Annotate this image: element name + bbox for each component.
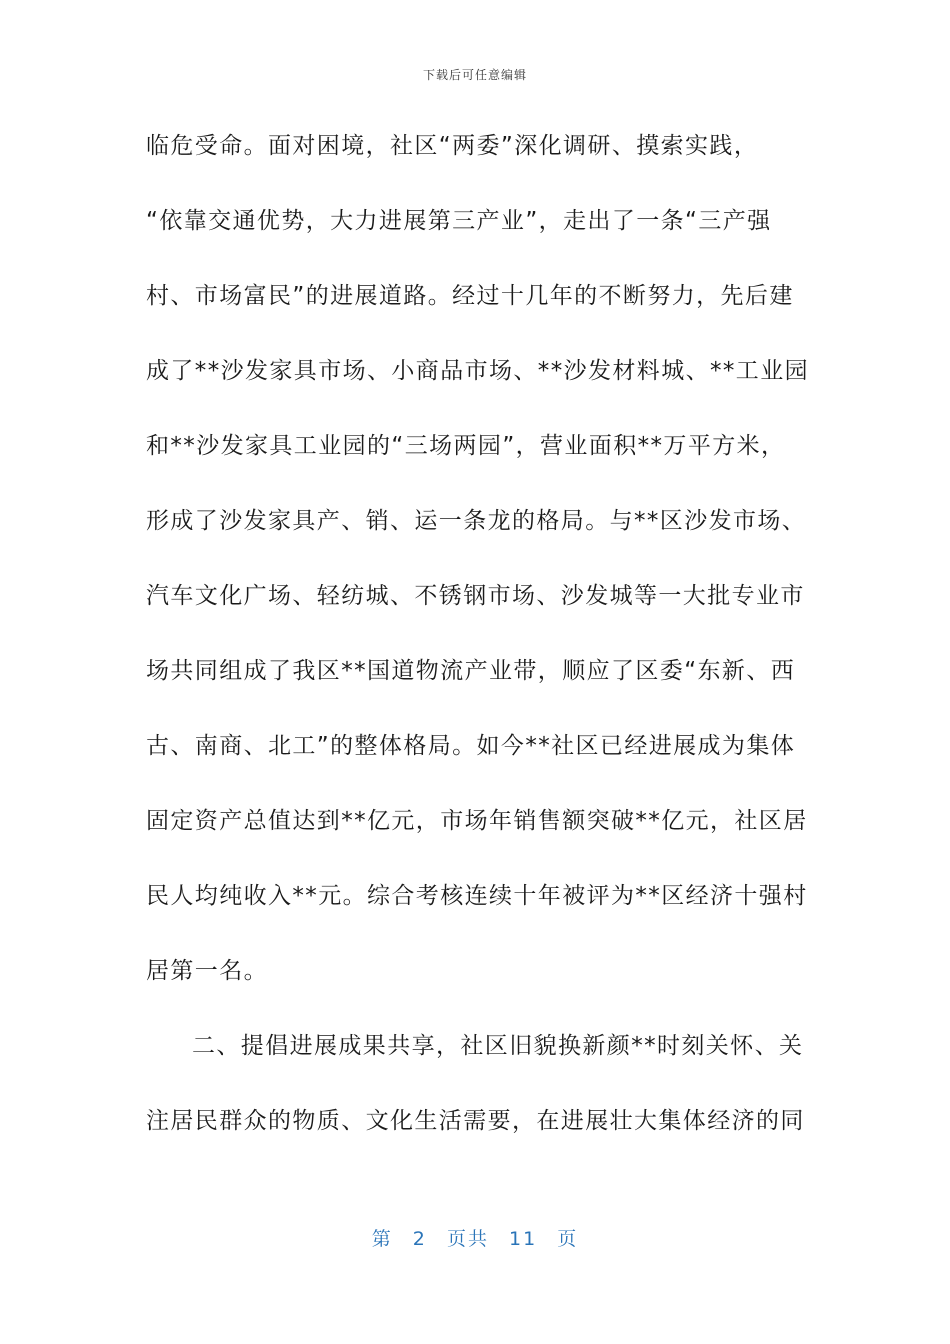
text-line: 和**沙发家具工业园的“三场两园”，营业面积**万平方米，	[146, 433, 786, 459]
footer-suffix: 页	[557, 1228, 579, 1250]
text-line: 汽车文化广场、轻纺城、不锈钢市场、沙发城等一大批专业市	[146, 583, 805, 609]
text-line: 成了**沙发家具市场、小商品市场、**沙发材料城、**工业园	[146, 358, 809, 384]
section-heading-line: 二、提倡进展成果共享，社区旧貌换新颜**时刻关怀、关	[192, 1033, 804, 1059]
text-line: 固定资产总值达到**亿元，市场年销售额突破**亿元，社区居	[146, 808, 808, 834]
text-line: “依靠交通优势，大力进展第三产业”，走出了一条“三产强	[146, 208, 772, 234]
page-number-footer	[0, 1224, 950, 1251]
text-line: 民人均纯收入**元。综合考核连续十年被评为**区经济十强村	[146, 883, 808, 909]
text-line: 场共同组成了我区**国道物流产业带，顺应了区委“东新、西	[146, 658, 796, 684]
document-body	[146, 126, 809, 1176]
text-line: 古、南商、北工”的整体格局。如今**社区已经进展成为集体	[146, 733, 796, 759]
text-line: 居第一名。	[146, 958, 268, 984]
text-line: 形成了沙发家具产、销、运一条龙的格局。与**区沙发市场、	[146, 508, 807, 534]
footer-prefix: 第	[371, 1228, 393, 1250]
footer-middle: 页共	[446, 1228, 489, 1250]
footer-total-pages: 11	[509, 1228, 538, 1250]
text-line: 村、市场富民”的进展道路。经过十几年的不断努力，先后建	[146, 283, 794, 309]
text-line: 注居民群众的物质、文化生活需要，在进展壮大集体经济的同	[146, 1108, 805, 1134]
text-line: 临危受命。面对困境，社区“两委”深化调研、摸索实践，	[146, 133, 759, 159]
footer-current-page: 2	[412, 1228, 427, 1250]
page-header: 下载后可任意编辑	[422, 68, 527, 82]
